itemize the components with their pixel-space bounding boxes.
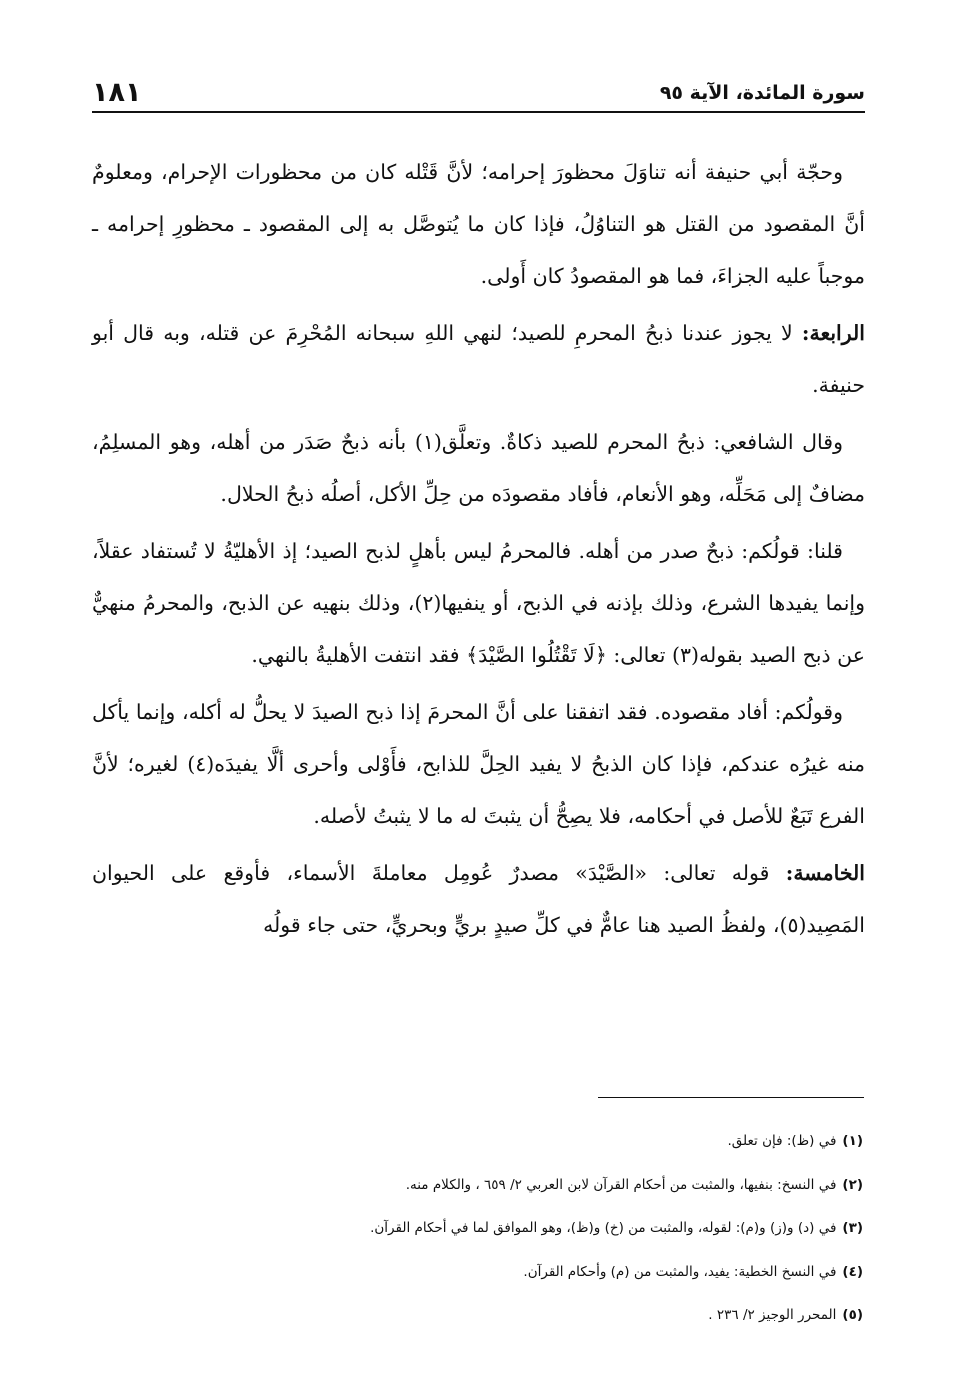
footnotes	[150, 1120, 863, 1338]
footnote-text: في النسخ: بنفيها، والمثبت من أحكام القرآن لابن العربي ٢/ ٦٥٩ ، والكلام منه.	[405, 1176, 837, 1193]
footnote-2	[150, 1164, 863, 1208]
footnote-text: في النسخ الخطية: يفيد، والمثبت من (م) وأحكام القرآن.	[523, 1263, 837, 1280]
footnote-text: المحرر الوجيز ٢/ ٢٣٦ .	[708, 1307, 837, 1323]
footnote-text: في (د) و(ز) و(م): لقوله، والمثبت من (خ) و(ظ)، وهو الموافق لما في أحكام القرآن.	[370, 1220, 837, 1236]
page-header	[92, 66, 865, 110]
paragraph-text: وقال الشافعي: ذبحُ المحرم للصيد ذكاةٌ. وتعلَّق(١) بأنه ذبحٌ صَدَر من أهله، وهو المسلِمُ، مضافٌ إلى مَحَلِّه، وهو الأنعام، فأفاد مقصودَه من حِلِّ الأكل، أصلُه ذبحُ الحلال.	[92, 430, 865, 506]
footnote-4	[150, 1251, 863, 1295]
footnote-3	[150, 1207, 863, 1251]
footnote-number: (١)	[842, 1133, 863, 1149]
paragraph-text: قلنا: قولُكم: ذبحٌ صدر من أهله. فالمحرمُ ليس بأهلٍ لذبح الصيد؛ إذ الأهليّةُ لا تُستفاد عقلاً، وإنما يفيدها الشرع، وذلك بإذنه في الذبح، أو ينفيها(٢)، وذلك بنهيه عن الذبح، والمحرمُ منهيٌّ عن ذبح الصيد بقوله(٣) تعالى: ﴿لَا تَقْتُلُوا الصَّيْدَ﴾ فقد انتفت الأهليةُ بالنهي.	[92, 539, 865, 667]
footnote-number: (٢)	[842, 1176, 863, 1193]
paragraph-response-one	[92, 525, 865, 681]
paragraph-fourth-issue	[92, 307, 865, 411]
paragraph-abu-hanifa-argument	[92, 146, 865, 302]
footnote-number: (٣)	[842, 1220, 863, 1236]
footnote-number: (٤)	[842, 1263, 863, 1280]
footnote-separator	[598, 1097, 864, 1098]
paragraph-shafii-argument	[92, 416, 865, 520]
page-number: ١٨١	[92, 77, 142, 108]
footnote-text: في (ظ): فإن تعلق.	[727, 1133, 837, 1149]
header-rule	[92, 111, 865, 113]
section-lead-fifth: الخامسة:	[785, 861, 865, 885]
footnote-1	[150, 1120, 863, 1164]
paragraph-text: قوله تعالى: «الصَّيْدَ» مصدرٌ عُومِل معاملةَ الأسماء، فأوقع على الحيوان المَصِيد(٥)، ولفظُ الصيد هنا عامٌّ في كلِّ صيدٍ بريٍّ وبحريٍّ، حتى جاء قولُه	[92, 861, 865, 937]
footnote-number: (٥)	[842, 1307, 863, 1323]
paragraph-text: لا يجوز عندنا ذبحُ المحرمِ للصيد؛ لنهي اللهِ سبحانه المُحْرِمَ عن قتله، وبه قال أبو حنيفة.	[92, 321, 865, 397]
footnote-5	[150, 1294, 863, 1338]
body-text	[92, 146, 865, 956]
paragraph-response-two	[92, 686, 865, 842]
paragraph-text: وقولُكم: أفاد مقصوده. فقد اتفقنا على أنَّ المحرمَ إذا ذبح الصيدَ لا يحلُّ له أكله، وإنما يأكل منه غيرُه عندكم، فإذا كان الذبحُ لا يفيد الحِلَّ للذابح، فأَوْلى وأحرى ألَّا يفيدَه(٤) لغيره؛ لأنَّ الفرع تَبَعٌ للأصل في أحكامه، فلا يصِحُّ أن يثبتَ له ما لا يثبتُ لأصله.	[92, 700, 865, 828]
paragraph-fifth-issue	[92, 847, 865, 951]
running-title: سورة المائدة، الآية ٩٥	[659, 82, 865, 104]
paragraph-text: وحجّة أبي حنيفة أنه تناوَلَ محظورَ إحرامه؛ لأنَّ قَتْله كان من محظورات الإحرام، ومعلومٌ أنَّ المقصود من القتل هو التناوُلُ، فإذا كان ما يُتوصَّل به إلى المقصود ـ محظورِ إحرامه ـ موجباً عليه الجزاءَ، فما هو المقصودُ كان أَولى.	[92, 160, 865, 288]
section-lead-fourth: الرابعة:	[801, 321, 865, 345]
